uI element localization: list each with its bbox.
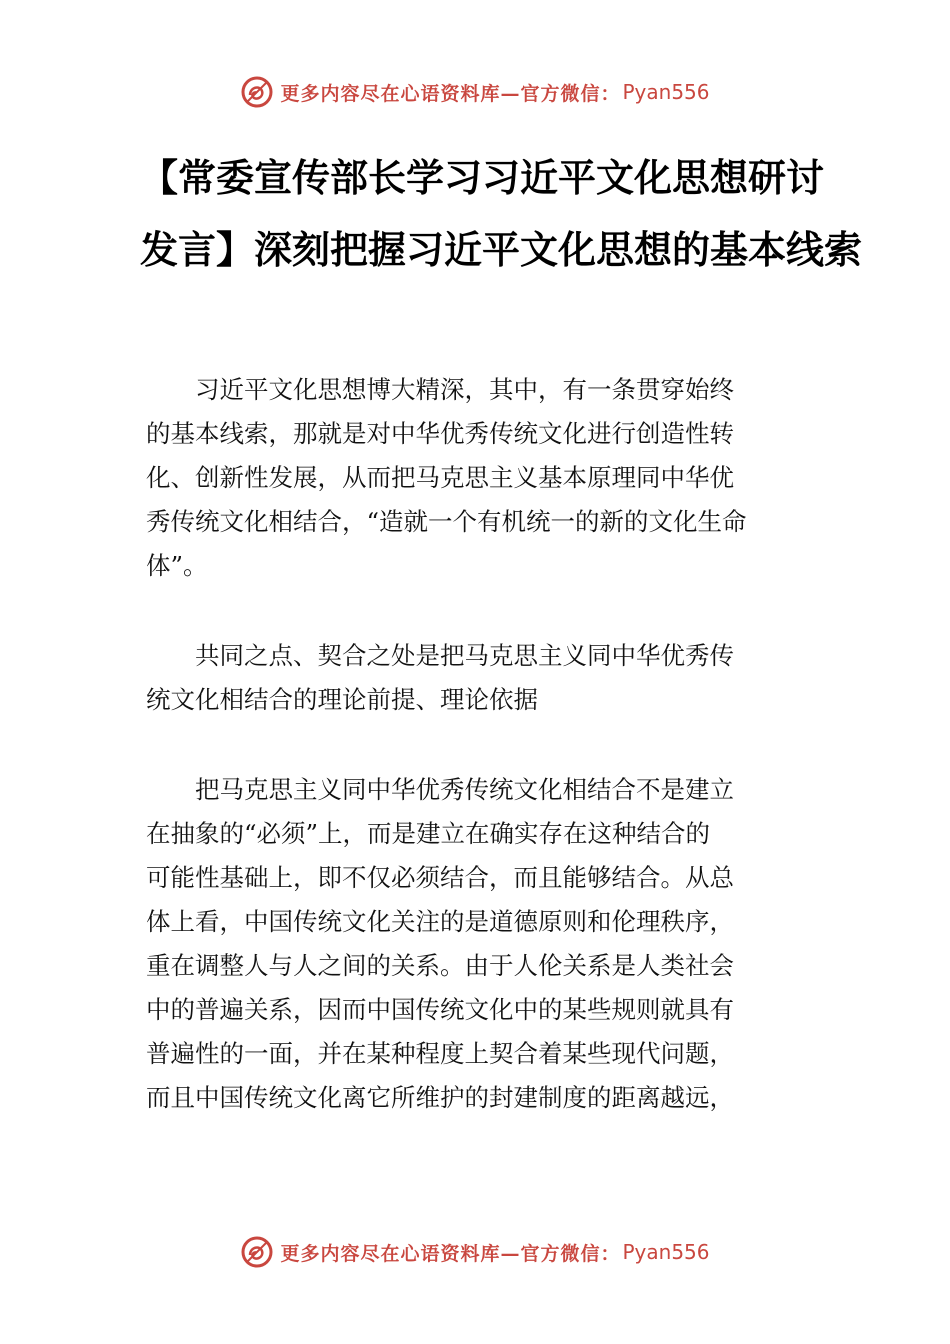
paragraph-line: 统文化相结合的理论前提、理论依据 (146, 685, 538, 714)
paragraph-1 (146, 368, 810, 588)
paragraph-line: 习近平文化思想博大精深，其中，有一条贯穿始终 (146, 375, 734, 404)
paragraph-line: 可能性基础上，即不仅必须结合，而且能够结合。从总 (146, 863, 734, 892)
header-banner (0, 72, 950, 112)
paragraph-line: 普遍性的一面，并在某种程度上契合着某些现代问题， (146, 1039, 734, 1068)
paragraph-line: 秀传统文化相结合，“造就一个有机统一的新的文化生命 (146, 507, 747, 536)
paragraph-line: 重在调整人与人之间的关系。由于人伦关系是人类社会 (146, 951, 734, 980)
paragraph-line: 在抽象的“必须”上，而是建立在确实存在这种结合的 (146, 819, 711, 848)
title-line-1: 【常委宣传部长学习习近平文化思想研讨 (140, 156, 825, 200)
paragraph-line: 体”。 (146, 551, 208, 580)
paragraph-line: 而且中国传统文化离它所维护的封建制度的距离越远， (146, 1083, 734, 1112)
footer-banner (0, 1232, 950, 1272)
heart-swirl-logo-icon (240, 1235, 274, 1269)
header-banner-text: 更多内容尽在心语资料库—官方微信： (280, 82, 621, 105)
paragraph-2 (146, 634, 810, 722)
paragraph-line: 共同之点、契合之处是把马克思主义同中华优秀传 (146, 641, 734, 670)
paragraph-line: 化、创新性发展，从而把马克思主义基本原理同中华优 (146, 463, 734, 492)
paragraph-line: 中的普遍关系，因而中国传统文化中的某些规则就具有 (146, 995, 734, 1024)
footer-wechat-id: Pyan556 (622, 1240, 710, 1264)
paragraph-line: 的基本线索，那就是对中华优秀传统文化进行创造性转 (146, 419, 734, 448)
title-line-2: 发言】深刻把握习近平文化思想的基本线索 (140, 228, 863, 272)
paragraph-3 (146, 768, 810, 1120)
paragraph-line: 体上看，中国传统文化关注的是道德原则和伦理秩序， (146, 907, 734, 936)
document-title (140, 142, 863, 286)
heart-swirl-logo-icon (240, 75, 274, 109)
footer-banner-text: 更多内容尽在心语资料库—官方微信： (280, 1242, 621, 1265)
header-wechat-id: Pyan556 (622, 80, 710, 104)
paragraph-line: 把马克思主义同中华优秀传统文化相结合不是建立 (146, 775, 734, 804)
